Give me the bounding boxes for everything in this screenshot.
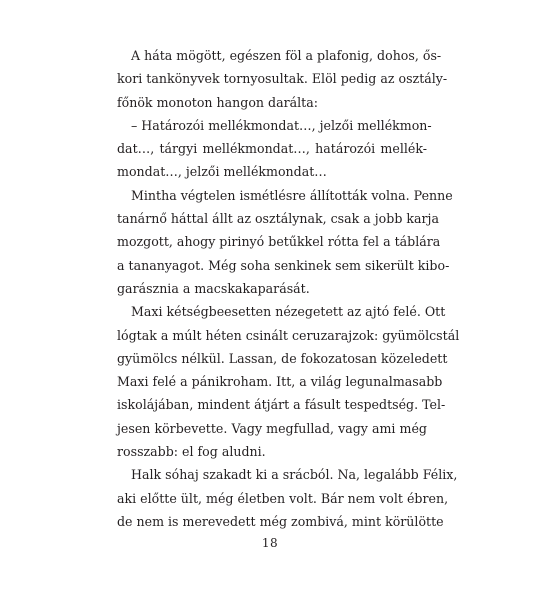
text-line: aki előtte ült, még életben volt. Bár nem volt ébren, [117,490,449,506]
text-line: iskolájában, mindent átjárt a fásult tespedtség. Tel- [117,397,446,413]
text-line: tanárnő háttal állt az osztálynak, csak a jobb karja [117,211,439,227]
text-line: rosszabb: el fog aludni. [117,444,266,460]
text-line: garásznia a macskakaparását. [117,280,310,296]
paragraph [117,463,458,533]
text-line: dat…, tárgyi mellékmondat…, határozói mellék- [117,141,427,157]
text-line: Maxi felé a pánikroham. Itt, a világ legunalmasabb [117,374,443,390]
text-line: Mintha végtelen ismétlésre állították volna. Penne [131,187,453,203]
text-line: lógtak a múlt héten csinált ceruzarajzok: gyümölcstál [117,327,460,343]
text-line: jesen körbevette. Vagy megfullad, vagy ami még [117,420,427,436]
text-line: kori tankönyvek tornyosultak. Elöl pedig az osztály- [117,71,448,87]
paragraph [117,114,432,184]
text-line: – Határozói mellékmondat…, jelzői mellékmon- [131,117,432,133]
text-line: Maxi kétségbeesetten nézegetett az ajtó felé. Ott [131,304,446,320]
text-line: mozgott, ahogy pirinyó betűkkel rótta fel a táblára [117,234,441,250]
page-number: 18 [261,536,279,550]
body-text [117,44,460,533]
text-line: gyümölcs nélkül. Lassan, de fokozatosan közeledett [117,350,448,366]
text-line: de nem is merevedett még zombivá, mint körülötte [117,513,444,529]
text-line: főnök monoton hangon darálta: [117,94,318,110]
text-line: a tananyagot. Még soha senkinek sem sikerült kibo- [117,257,450,273]
paragraph [117,300,460,463]
paragraph [117,44,448,114]
text-line: A háta mögött, egészen föl a plafonig, dohos, ős- [131,48,442,63]
text-line: Halk sóhaj szakadt ki a srácból. Na, legalább Félix, [131,467,458,483]
paragraph [117,184,453,300]
text-line: mondat…, jelzői mellékmondat… [117,164,327,180]
